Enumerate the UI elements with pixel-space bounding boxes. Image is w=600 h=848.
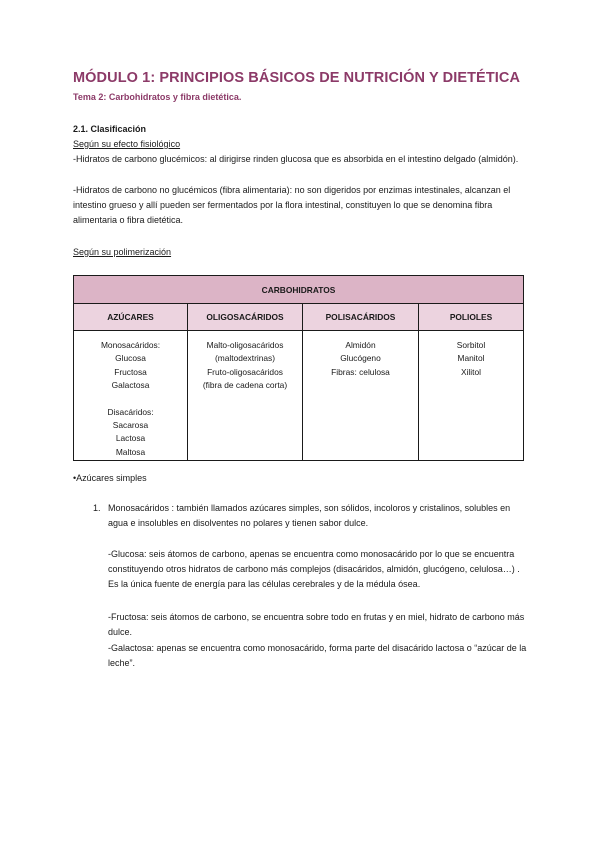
table-title: CARBOHIDRATOS bbox=[74, 276, 524, 304]
list-item: (maltodextrinas) bbox=[214, 353, 276, 364]
section-heading: 2.1. Clasificación bbox=[73, 124, 147, 134]
module-title: MÓDULO 1: PRINCIPIOS BÁSICOS DE NUTRICIÓN Y DIETÉTICA bbox=[73, 70, 521, 86]
list-item: Glucógeno bbox=[340, 353, 381, 364]
monosaccharides-paragraph: Monosacáridos : también llamados azúcares simples, son sólidos, incoloros y cristalinos, solubles en agua e insolubles en disolventes no polares y tienen sabor dulce. bbox=[108, 503, 511, 528]
list-item: Almidón bbox=[345, 340, 376, 350]
list-item: (fibra de cadena corta) bbox=[202, 380, 288, 391]
list-item: Sorbitol bbox=[456, 340, 486, 350]
column-header-polioles: POLIOLES bbox=[419, 304, 524, 331]
physiological-heading: Según su efecto fisiológico bbox=[73, 139, 181, 149]
column-header-azucares: AZÚCARES bbox=[74, 304, 188, 331]
list-item: Glucosa bbox=[115, 353, 146, 364]
column-header-oligosacaridos: OLIGOSACÁRIDOS bbox=[188, 304, 303, 331]
galactosa-paragraph: -Galactosa: apenas se encuentra como monosacárido, forma parte del disacárido lactosa o “azúcar de la leche”. bbox=[108, 643, 527, 668]
simple-sugars-heading: •Azúcares simples bbox=[73, 473, 147, 483]
list-item: Xilitol bbox=[460, 366, 481, 377]
carbohydrates-table bbox=[73, 275, 524, 461]
list-item: Sacarosa bbox=[112, 420, 149, 431]
list-item: Maltosa bbox=[115, 446, 146, 457]
cell-polisacaridos bbox=[303, 331, 419, 461]
cell-azucares bbox=[74, 331, 188, 461]
list-item: Galactosa bbox=[111, 380, 150, 391]
list-item: Fructosa bbox=[114, 366, 147, 377]
column-header-polisacaridos: POLISACÁRIDOS bbox=[303, 304, 419, 331]
list-item: Fibras: celulosa bbox=[331, 366, 390, 377]
cell-polioles bbox=[419, 331, 524, 461]
glycemic-paragraph: -Hidratos de carbono glucémicos: al dirigirse rinden glucosa que es absorbida en el intestino delgado (almidón). bbox=[73, 154, 519, 164]
list-item: Fruto-oligosacáridos bbox=[207, 366, 283, 377]
di-label: Disacáridos: bbox=[107, 406, 154, 417]
list-number: 1. bbox=[93, 503, 101, 513]
list-item: Lactosa bbox=[115, 433, 146, 444]
non-glycemic-paragraph: -Hidratos de carbono no glucémicos (fibra alimentaria): no son digeridos por enzimas intestinales, alcanzan el intestino grueso y allí pueden ser fermentados por la flora intestinal, constituyen lo que se denomina fibra alimentaria o fibra dietética. bbox=[73, 185, 511, 225]
list-item: Manitol bbox=[457, 353, 485, 364]
cell-oligosacaridos bbox=[188, 331, 303, 461]
list-item: Malto-oligosacáridos bbox=[206, 340, 284, 350]
mono-label: Monosacáridos: bbox=[100, 340, 161, 350]
polymerization-heading: Según su polimerización bbox=[73, 247, 172, 257]
fructosa-paragraph: -Fructosa: seis átomos de carbono, se encuentra sobre todo en frutas y en miel, hidrato de carbono más dulce. bbox=[108, 612, 525, 637]
topic-subtitle: Tema 2: Carbohidratos y fibra dietética. bbox=[73, 92, 242, 102]
glucosa-paragraph: -Glucosa: seis átomos de carbono, apenas se encuentra como monosacárido por lo que se encuentra constituyendo otros hidratos de carbono más complejos (disacáridos, almidón, glucógeno, celulosa…) . Es la única fuente de energía para las células cerebrales y de la médula ósea. bbox=[108, 549, 520, 589]
